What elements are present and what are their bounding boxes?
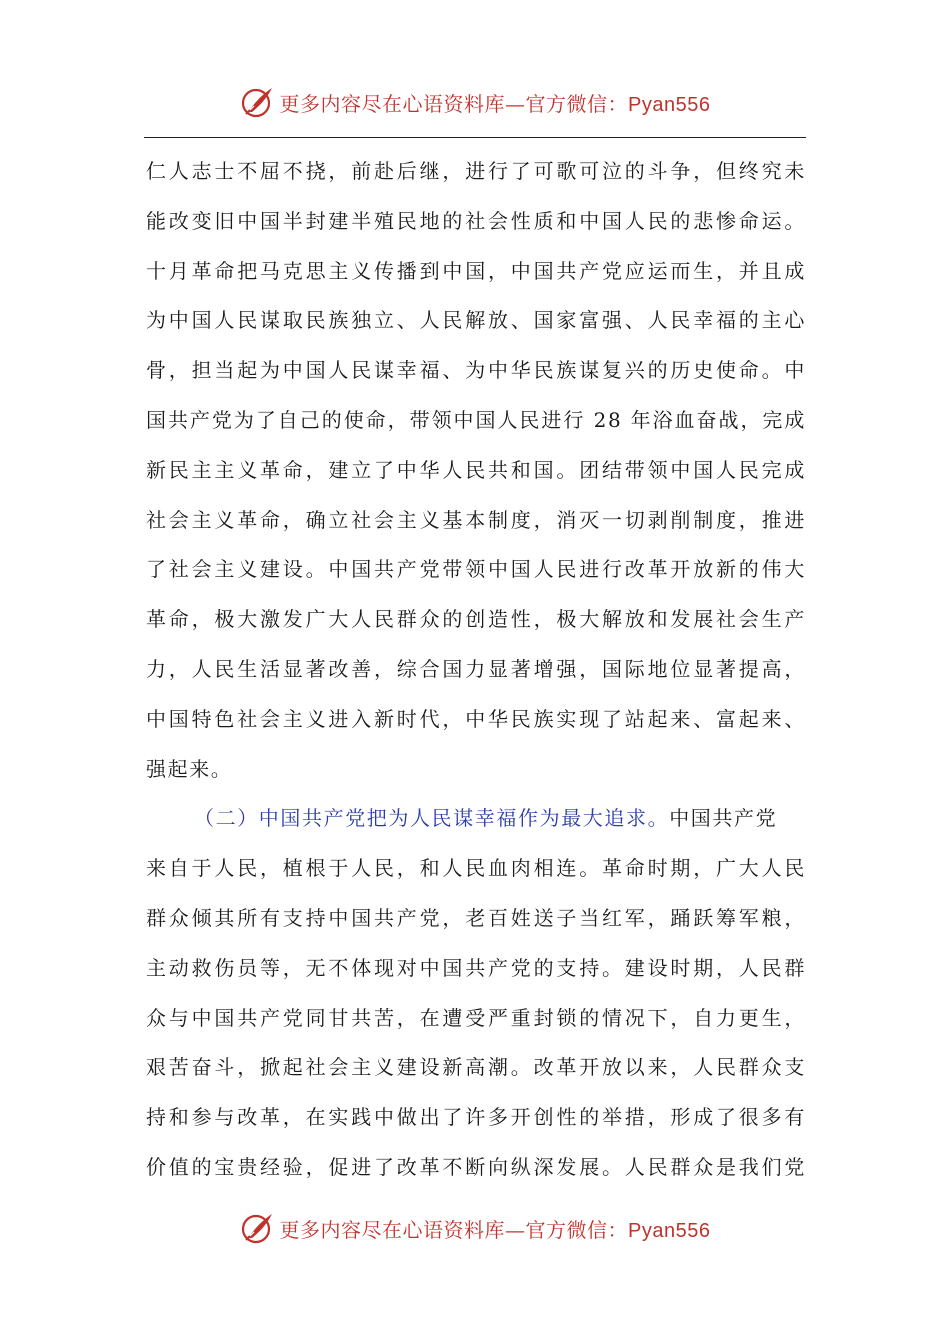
text-line: 社会主义革命，确立社会主义基本制度，消灭一切剥削制度，推进 xyxy=(146,507,806,532)
text-line: 十月革命把马克思主义传播到中国，中国共产党应运而生，并且成 xyxy=(146,258,806,283)
text-line: 众与中国共产党同甘共苦，在遭受严重封锁的情况下，自力更生， xyxy=(146,1005,806,1030)
text-line: 主动救伤员等，无不体现对中国共产党的支持。建设时期，人民群 xyxy=(146,955,806,980)
footer-banner xyxy=(0,1206,950,1250)
text-line: 国共产党为了自己的使命，带领中国人民进行 28 年浴血奋战，完成 xyxy=(146,407,806,432)
text-line: 价值的宝贵经验，促进了改革不断向纵深发展。人民群众是我们党 xyxy=(146,1154,806,1179)
text-line: 持和参与改革，在实践中做出了许多开创性的举措，形成了很多有 xyxy=(146,1105,806,1130)
text-line: 力，人民生活显著改善，综合国力显著增强，国际地位显著提高， xyxy=(146,656,806,681)
text-line: 强起来。 xyxy=(146,756,233,781)
header-wechat-id: Pyan556 xyxy=(628,93,711,116)
text-line: 为中国人民谋取民族独立、人民解放、国家富强、人民幸福的主心 xyxy=(146,308,806,333)
text-line: 艰苦奋斗，掀起社会主义建设新高潮。改革开放以来，人民群众支 xyxy=(146,1055,806,1080)
paragraph-1 xyxy=(146,147,806,794)
text-line: 新民主主义革命，建立了中华人民共和国。团结带领中国人民完成 xyxy=(146,457,806,482)
paragraph-2-first-line xyxy=(146,794,806,844)
text-line: 革命，极大激发广大人民群众的创造性，极大解放和发展社会生产 xyxy=(146,607,806,632)
text-line: 来自于人民，植根于人民，和人民血肉相连。革命时期，广大人民 xyxy=(146,856,806,881)
text-line: 能改变旧中国半封建半殖民地的社会性质和中国人民的悲惨命运。 xyxy=(146,208,806,233)
paragraph-2-first-line-rest: 中国共产党 xyxy=(669,806,778,831)
text-line: 骨，担当起为中国人民谋幸福、为中华民族谋复兴的历史使命。中 xyxy=(146,358,806,383)
document-body xyxy=(146,147,806,1193)
header-banner-text: 更多内容尽在心语资料库—官方微信：Pyan556 xyxy=(279,91,711,116)
text-line: 中国特色社会主义进入新时代，中华民族实现了站起来、富起来、 xyxy=(146,706,806,731)
text-line: 仁人志士不屈不挠，前赴后继，进行了可歌可泣的斗争，但终究未 xyxy=(146,159,806,183)
paragraph-2 xyxy=(146,794,806,1192)
footer-banner-text: 更多内容尽在心语资料库—官方微信：Pyan556 xyxy=(279,1217,711,1242)
quill-logo-icon xyxy=(240,84,276,120)
header-divider xyxy=(144,137,806,138)
quill-logo-icon xyxy=(240,1210,276,1246)
section-heading: （二）中国共产党把为人民谋幸福作为最大追求。 xyxy=(194,806,670,831)
header-banner xyxy=(0,80,950,124)
text-line: 了社会主义建设。中国共产党带领中国人民进行改革开放新的伟大 xyxy=(146,557,806,582)
text-line: 群众倾其所有支持中国共产党，老百姓送子当红军，踊跃筹军粮， xyxy=(146,905,806,930)
footer-wechat-id: Pyan556 xyxy=(628,1219,711,1242)
